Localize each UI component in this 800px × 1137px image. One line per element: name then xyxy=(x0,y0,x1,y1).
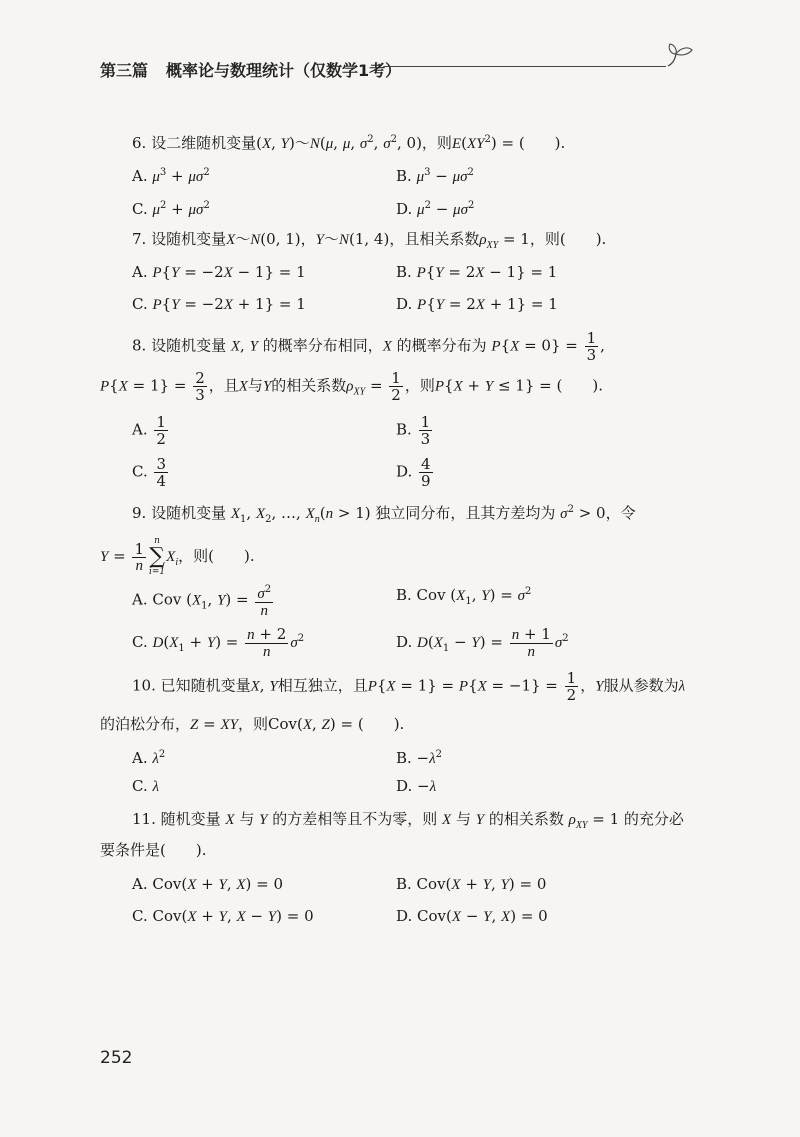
question-7-stem: 7. 设随机变量X～N(0, 1)，Y～N(1, 4)，且相关系数$\rho_{XY} = 1$，则( ). xyxy=(132,230,607,251)
q9-option-a: A. Cov ($X_1$, Y) = $\frac{\sigma^2}{n}$ xyxy=(132,584,272,619)
q9-option-d: D. $D(X_1 - Y)$ = $\frac{n + 1}{n}$ $\sigma^2$ xyxy=(396,625,569,660)
header-part: 第三篇 xyxy=(100,61,149,80)
question-9-stem-line1: 9. 设随机变量 $X_1$, $X_2$, …, $X_n(n > 1)$ 独立同分布，且其方差均为 $\sigma^2 > 0$，令 xyxy=(132,504,636,525)
header-title: 概率论与数理统计（仅数学1考） xyxy=(166,61,402,80)
q10-option-d: D. −λ xyxy=(396,777,437,795)
q8-option-b: B. $\frac{1}{3}$ xyxy=(396,413,431,448)
q6-option-c: C. $\mu^2 + \mu\sigma^2$ xyxy=(132,200,210,218)
q11-option-b: B. Cov(X + Y, Y) = 0 xyxy=(396,875,547,893)
question-9-stem-line2: Y = $\frac{1}{n}$ n ∑ i=1 $X_i$，则( ). xyxy=(100,536,255,577)
q6-option-d: D. $\mu^2 - \mu\sigma^2$ xyxy=(396,200,475,218)
question-11-stem-line2: 要条件是( ). xyxy=(100,841,207,859)
q7-option-a: A. P{Y = −2X − 1} = 1 xyxy=(132,263,306,281)
q10-option-c: C. λ xyxy=(132,777,159,795)
question-10-stem-line1: 10. 已知随机变量X, Y相互独立，且P{X = 1} = P{X = −1} = $\frac{1}{2}$ ，Y服从参数为λ xyxy=(132,669,686,704)
question-8-stem-line2: P{X = 1} = $\frac{2}{3}$ ，且X与Y的相关系数$\rho_{XY}$ = $\frac{1}{2}$ ，则P{X + Y ≤ 1} = ( ). xyxy=(100,369,603,404)
q8-option-d: D. $\frac{4}{9}$ xyxy=(396,455,431,490)
q6-option-a: A. $\mu^3 + \mu\sigma^2$ xyxy=(132,167,210,185)
question-8-stem-line1: 8. 设随机变量 X, Y 的概率分布相同，X 的概率分布为 P{X = 0} = $\frac{1}{3}$ , xyxy=(132,329,605,364)
q9-option-b: B. Cov ($X_1$, $Y) = \sigma^2$ xyxy=(396,586,532,607)
question-6-stem: 6. 设二维随机变量(X, Y)～N(μ, μ, $\sigma^2$, $\sigma^2$, 0)，则$E(XY^2)$ = ( ). xyxy=(132,134,566,152)
sprout-icon xyxy=(664,40,696,70)
q10-option-a: A. $\lambda^2$ xyxy=(132,749,166,767)
q6-option-b: B. $\mu^3 - \mu\sigma^2$ xyxy=(396,167,474,185)
q8-option-c: C. $\frac{3}{4}$ xyxy=(132,455,167,490)
page-header xyxy=(100,58,401,81)
header-rule xyxy=(384,66,666,67)
question-11-stem-line1: 11. 随机变量 X 与 Y 的方差相等且不为零，则 X 与 Y 的相关系数 $\rho_{XY} = 1$ 的充分必 xyxy=(132,810,684,831)
q11-option-a: A. Cov(X + Y, X) = 0 xyxy=(132,875,284,893)
question-10-stem-line2: 的泊松分布，Z = XY，则Cov(X, Z) = ( ). xyxy=(100,715,405,733)
page-number: 252 xyxy=(100,1048,133,1068)
q7-option-b: B. P{Y = 2X − 1} = 1 xyxy=(396,263,558,281)
q11-option-c: C. Cov(X + Y, X − Y) = 0 xyxy=(132,907,314,925)
q8-option-a: A. $\frac{1}{2}$ xyxy=(132,413,166,448)
q10-option-b: B. $-\lambda^2$ xyxy=(396,749,443,767)
q11-option-d: D. Cov(X − Y, X) = 0 xyxy=(396,907,548,925)
q7-option-c: C. P{Y = −2X + 1} = 1 xyxy=(132,295,306,313)
q9-option-c: C. $D(X_1 + Y)$ = $\frac{n + 2}{n}$ $\sigma^2$ xyxy=(132,625,305,660)
q7-option-d: D. P{Y = 2X + 1} = 1 xyxy=(396,295,558,313)
